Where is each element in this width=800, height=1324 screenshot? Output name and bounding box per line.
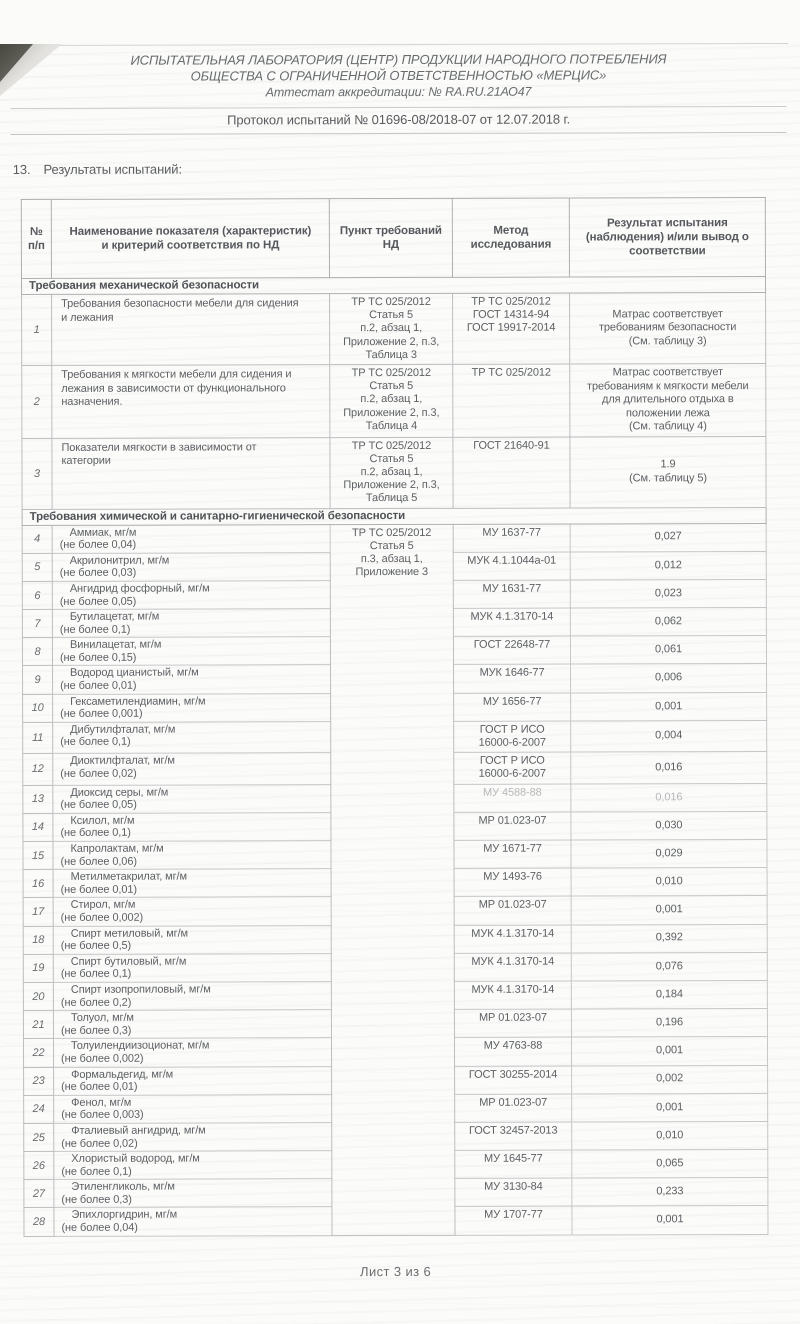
method-cell: МУК 4.1.3170-14 [454, 981, 571, 1009]
row-number-cell: 2 [22, 365, 52, 438]
row-number-cell: 25 [24, 1123, 54, 1151]
indicator-name-cell [53, 813, 331, 842]
document-page [0, 43, 800, 1280]
substance-name: Акрилонитрил, мг/м [69, 554, 170, 567]
protocol-number-band [11, 106, 787, 135]
lab-name-line2: ОБЩЕСТВА С ОГРАНИЧЕННОЙ ОТВЕТСТВЕННОСТЬЮ «МЕРЦИС» [190, 66, 607, 84]
result-cell: 0,001 [572, 1206, 768, 1235]
result-cell: Матрас соответствует требованиям к мягкости мебели для длительного отдыха в положении лежа (См. таблицу 4) [570, 364, 766, 437]
result-cell: 0,001 [572, 1093, 768, 1122]
row-number-cell: 5 [22, 553, 52, 581]
indicator-name-cell [53, 982, 331, 1011]
substance-limit: (не более 0,05) [59, 595, 137, 608]
results-table-head [21, 198, 765, 279]
indicator-name-cell [53, 1010, 331, 1039]
result-cell: 0,001 [571, 896, 767, 925]
result-cell: Матрас соответствует требованиям безопасности (См. таблицу 3) [570, 293, 766, 365]
result-cell: 0,076 [571, 952, 767, 981]
substance-limit: (не более 0,01) [60, 883, 137, 896]
method-cell: МУ 1656-77 [454, 693, 571, 721]
substance-limit: (не более 0,01) [60, 679, 137, 692]
substance-name: Водород цианистый, мг/м [70, 666, 199, 680]
table-section-row [21, 277, 765, 295]
result-cell: 1.9 (См. таблицу 5) [570, 436, 766, 508]
row-number-cell: 13 [23, 785, 53, 813]
substance-name: Стирол, мг/м [70, 899, 136, 912]
method-cell: МУ 4763-88 [454, 1037, 571, 1065]
method-cell: МУ 1637-77 [453, 524, 570, 552]
row-number-cell: 20 [23, 982, 53, 1010]
substance-name: Фенол, мг/м [71, 1096, 132, 1109]
method-cell: ГОСТ 22648-77 [453, 636, 570, 664]
substance-limit: (не более 0,02) [60, 767, 137, 780]
result-cell: 0,023 [570, 579, 766, 608]
row-number-cell: 12 [23, 754, 53, 785]
indicator-name-cell: Требования безопасности мебели для сидения и лежания [52, 294, 330, 366]
row-number-cell: 19 [23, 954, 53, 982]
method-cell: МУК 4.1.3170-14 [454, 925, 571, 953]
row-number-cell: 23 [24, 1067, 54, 1095]
column-header-result: Результат испытания (наблюдения) и/или вывод о соответствии [569, 198, 765, 278]
substance-name: Спирт изопропиловый, мг/м [70, 983, 211, 996]
method-cell: МУ 1645-77 [455, 1150, 572, 1178]
table-section-row [22, 507, 766, 525]
method-cell: МУ 3130-84 [455, 1178, 572, 1206]
substance-limit: (не более 0,002) [61, 1052, 144, 1065]
row-number-cell: 4 [22, 525, 52, 553]
substance-limit: (не более 0,002) [60, 911, 144, 924]
substance-limit: (не более 0,15) [59, 651, 137, 664]
result-cell: 0,010 [571, 868, 767, 897]
indicator-name-cell [54, 1179, 332, 1208]
requirement-clause-cell: ТР ТС 025/2012 Статья 5 п.2, абзац 1, Приложение 2, п.3, Таблица 3 [330, 293, 453, 364]
substance-limit: (не более 0,03) [59, 567, 137, 580]
method-cell: МУ 1707-77 [455, 1207, 572, 1235]
result-cell: 0,001 [571, 692, 767, 721]
row-number-cell: 15 [23, 841, 53, 869]
indicator-name-cell [53, 784, 331, 813]
indicator-name-cell [52, 637, 330, 666]
method-cell: МУК 1646-77 [454, 665, 571, 693]
method-cell: МУ 1631-77 [453, 580, 570, 608]
row-number-cell: 21 [23, 1011, 53, 1039]
substance-limit: (не более 0,3) [61, 1193, 132, 1206]
result-cell: 0,027 [570, 523, 766, 552]
method-cell: ГОСТ 30255-2014 [455, 1066, 572, 1094]
requirement-clause-cell: ТР ТС 025/2012 Статья 5 п.2, абзац 1, Приложение 2, п.3, Таблица 5 [330, 437, 453, 508]
indicator-name-cell [53, 869, 331, 898]
table-row [22, 523, 766, 553]
result-cell: 0,392 [571, 924, 767, 953]
result-cell: 0,016 [571, 783, 767, 812]
result-cell: 0,061 [570, 636, 766, 665]
substance-limit: (не более 0,1) [59, 623, 131, 636]
substance-name: Диоктилфталат, мг/м [70, 754, 175, 768]
result-cell: 0,002 [572, 1065, 768, 1094]
row-number-cell: 18 [23, 926, 53, 954]
indicator-name-cell [53, 841, 331, 870]
substance-name: Дибутилфталат, мг/м [70, 723, 176, 736]
substance-name: Капролактам, мг/м [70, 842, 164, 855]
method-cell: МР 01.023-07 [454, 812, 571, 840]
substance-name: Хлористый водород, мг/м [71, 1152, 200, 1165]
requirement-clause-cell: ТР ТС 025/2012 Статья 5 п.2, абзац 1, Приложение 2, п.3, Таблица 4 [330, 364, 453, 437]
column-header-clause: Пункт требований НД [329, 198, 452, 277]
method-cell: МУК 4.1.1044а-01 [453, 552, 570, 580]
method-cell: МР 01.023-07 [454, 896, 571, 924]
substance-limit: (не более 0,1) [60, 827, 131, 840]
results-table [21, 197, 769, 1237]
indicator-name-cell [53, 1038, 331, 1067]
substance-limit: (не более 0,05) [60, 798, 137, 812]
row-number-cell: 22 [23, 1039, 53, 1067]
substance-limit: (не более 0,3) [60, 1024, 132, 1037]
lab-name-line1: ИСПЫТАТЕЛЬНАЯ ЛАБОРАТОРИЯ (ЦЕНТР) ПРОДУКЦИИ НАРОДНОГО ПОТРЕБЛЕНИЯ [130, 51, 667, 68]
row-number-cell: 3 [22, 438, 52, 509]
column-header-method: Метод исследования [452, 198, 569, 277]
substance-limit: (не более 0,001) [60, 707, 143, 721]
table-section-title: Требования химической и санитарно-гигиенической безопасности [22, 507, 766, 525]
substance-limit: (не более 0,01) [61, 1080, 138, 1094]
substance-limit: (не более 0,003) [61, 1108, 144, 1122]
page-number-label: Лист 3 из 6 [359, 1263, 432, 1279]
substance-name: Формальдегид, мг/м [71, 1068, 174, 1081]
substance-name: Этиленгликоль, мг/м [71, 1180, 175, 1194]
results-section-label [13, 160, 799, 177]
substance-name: Толуол, мг/м [70, 1011, 134, 1025]
column-header-num: № п/п [21, 199, 51, 278]
header-row [21, 198, 765, 279]
indicator-name-cell [53, 897, 331, 926]
table-row [22, 364, 766, 438]
substance-name: Бутилацетат, мг/м [69, 610, 160, 623]
indicator-name-cell [54, 1123, 332, 1152]
row-number-cell: 1 [22, 294, 52, 365]
result-cell: 0,065 [572, 1150, 768, 1179]
indicator-name-cell [54, 1094, 332, 1123]
row-number-cell: 9 [23, 666, 53, 694]
result-cell: 0,010 [572, 1121, 768, 1150]
method-cell: МУК 4.1.3170-14 [453, 608, 570, 636]
section-title: Результаты испытаний: [43, 161, 182, 177]
result-cell: 0,196 [571, 1009, 767, 1038]
substance-name: Эпихлоргидрин, мг/м [71, 1209, 178, 1222]
indicator-name-cell [53, 722, 331, 754]
result-cell: 0,184 [571, 981, 767, 1010]
result-cell: 0,004 [571, 720, 767, 752]
result-cell: 0,001 [571, 1037, 767, 1066]
indicator-name-cell [54, 1066, 332, 1095]
table-row [22, 436, 766, 509]
column-header-indicator: Наименование показателя (характеристик) и критерий соответствия по НД [51, 199, 329, 279]
substance-limit: (не более 0,1) [60, 736, 131, 749]
result-cell: 0,030 [571, 811, 767, 840]
row-number-cell: 24 [24, 1095, 54, 1123]
row-number-cell: 11 [23, 722, 53, 753]
method-cell: МУ 1493-76 [454, 868, 571, 896]
row-number-cell: 17 [23, 898, 53, 926]
method-cell: ГОСТ 21640-91 [453, 437, 570, 508]
indicator-name-cell [53, 953, 331, 982]
method-cell: МУ 4588-88 [454, 784, 571, 812]
result-cell: 0,016 [571, 752, 767, 784]
substance-name: Спирт метиловый, мг/м [70, 927, 189, 940]
method-cell: ГОСТ 32457-2013 [455, 1122, 572, 1150]
substance-limit: (не более 0,1) [61, 1165, 132, 1178]
row-number-cell: 6 [22, 581, 52, 609]
substance-limit: (не более 0,06) [60, 855, 137, 868]
method-cell: МУК 4.1.3170-14 [454, 953, 571, 981]
substance-name: Ксилол, мг/м [70, 814, 135, 827]
substance-name: Ангидрид фосфорный, мг/м [69, 582, 210, 595]
row-number-cell: 28 [24, 1208, 54, 1236]
method-cell: ТР ТС 025/2012 [453, 364, 570, 437]
section-number: 13. [12, 161, 31, 178]
result-cell: 0,006 [571, 664, 767, 693]
substance-limit: (не более 0,04) [61, 1221, 138, 1234]
substance-limit: (не более 0,02) [61, 1137, 138, 1150]
method-cell: МР 01.023-07 [455, 1094, 572, 1122]
row-number-cell: 26 [24, 1152, 54, 1180]
table-section-title: Требования механической безопасности [21, 277, 765, 295]
substance-limit: (не более 0,04) [59, 538, 137, 552]
accreditation-line: Аттестат аккредитации: № RA.RU.21АО47 [265, 84, 532, 100]
result-cell: 0,062 [570, 608, 766, 637]
indicator-name-cell: Требования к мягкости мебели для сидения и лежания в зависимости от функционального назначения. [52, 365, 330, 438]
indicator-name-cell [53, 665, 331, 694]
substance-name: Аммиак, мг/м [69, 526, 137, 539]
result-cell: 0,029 [571, 840, 767, 869]
substance-limit: (не более 0,1) [60, 968, 132, 981]
substance-limit: (не более 0,2) [60, 996, 132, 1009]
substance-name: Гексаметилендиамин, мг/м [70, 695, 206, 708]
indicator-name-cell [52, 552, 330, 581]
substance-name: Толуилендиизоционат, мг/м [70, 1039, 210, 1053]
indicator-name-cell [52, 524, 330, 553]
method-cell: ГОСТ Р ИСО 16000-6-2007 [454, 721, 571, 753]
document-header [8, 43, 788, 101]
indicator-name-cell [53, 925, 331, 954]
results-table-body [21, 277, 768, 1237]
substance-name: Фталиевый ангидрид, мг/м [71, 1124, 206, 1137]
indicator-name-cell [52, 609, 330, 638]
result-cell: 0,233 [572, 1178, 768, 1207]
indicator-name-cell [52, 581, 330, 610]
row-number-cell: 8 [22, 638, 52, 666]
row-number-cell: 7 [22, 610, 52, 638]
row-number-cell: 10 [23, 694, 53, 722]
page-footer [24, 1263, 768, 1280]
method-cell: МУ 1671-77 [454, 840, 571, 868]
substance-limit: (не более 0,5) [60, 939, 132, 953]
row-number-cell: 27 [24, 1180, 54, 1208]
result-cell: 0,012 [570, 551, 766, 580]
method-cell: ТР ТС 025/2012 ГОСТ 14314-94 ГОСТ 19917-2014 [453, 293, 570, 364]
indicator-name-cell [53, 693, 331, 722]
method-cell: МР 01.023-07 [454, 1009, 571, 1037]
protocol-number-text: Протокол испытаний № 01696-08/2018-07 от 12.07.2018 г. [227, 111, 571, 128]
method-cell: ГОСТ Р ИСО 16000-6-2007 [454, 752, 571, 784]
table-row [22, 293, 766, 366]
substance-name: Винилацетат, мг/м [69, 638, 162, 652]
row-number-cell: 14 [23, 813, 53, 841]
requirement-clause-cell: ТР ТС 025/2012 Статья 5 п.3, абзац 1, Приложение 3 [330, 524, 455, 1235]
indicator-name-cell [54, 1207, 332, 1236]
substance-name: Спирт бутиловый, мг/м [70, 955, 187, 968]
indicator-name-cell [54, 1151, 332, 1180]
substance-name: Диоксид серы, мг/м [70, 786, 169, 799]
row-number-cell: 16 [23, 870, 53, 898]
substance-name: Метилметакрилат, мг/м [70, 870, 187, 884]
indicator-name-cell [53, 753, 331, 785]
indicator-name-cell: Показатели мягкости в зависимости от категории [52, 437, 330, 509]
